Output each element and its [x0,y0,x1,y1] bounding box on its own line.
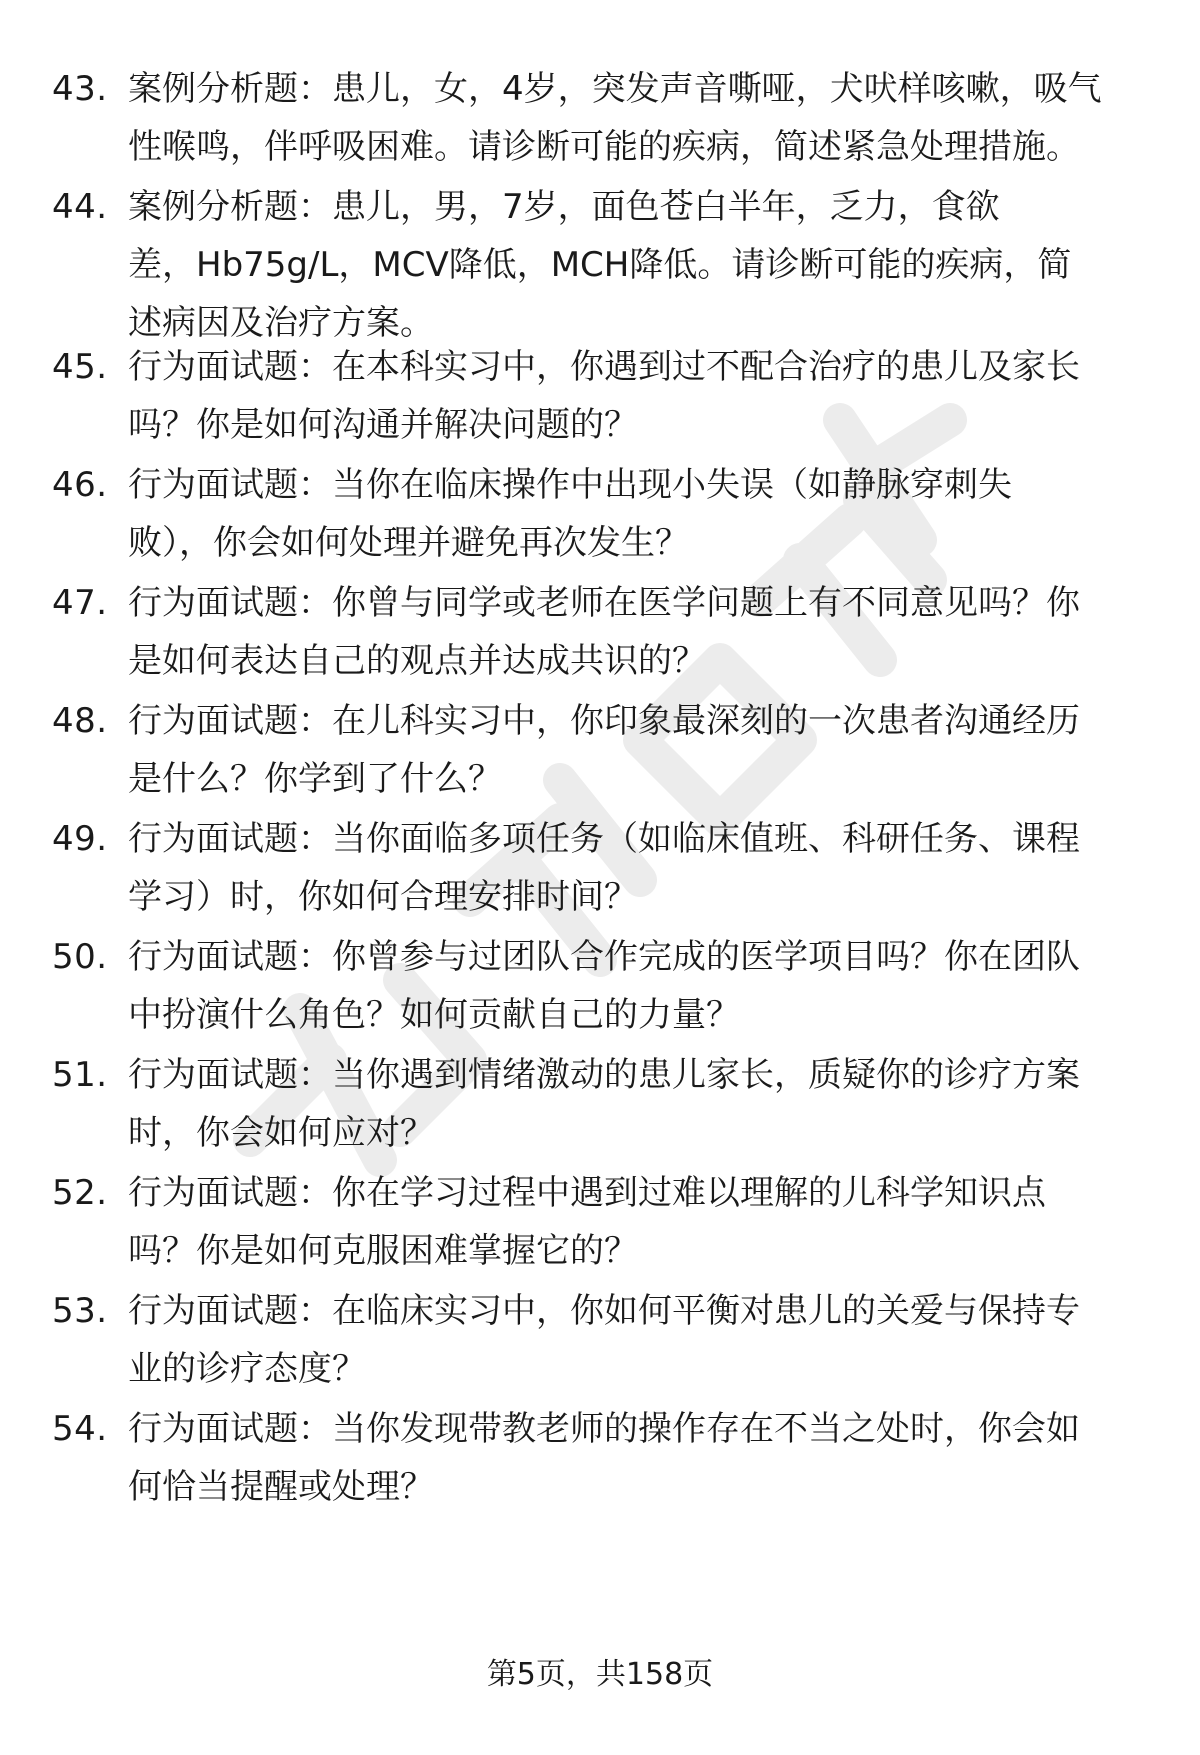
question-number: 54. [52,1409,108,1449]
question-number: 46. [52,465,108,505]
question-text [128,692,1200,808]
question-number: 50. [52,937,108,977]
question-text [128,810,1200,926]
question-line: 行为面试题：你曾与同学或老师在医学问题上有不同意见吗？你 [128,583,1080,623]
question-line: 性喉鸣，伴呼吸困难。请诊断可能的疾病，简述紧急处理措施。 [128,127,1080,167]
question-line: 行为面试题：在本科实习中，你遇到过不配合治疗的患儿及家长 [128,347,1080,387]
question-line: 行为面试题：你曾参与过团队合作完成的医学项目吗？你在团队 [128,937,1080,977]
question-number: 52. [52,1173,108,1213]
question-line: 是如何表达自己的观点并达成共识的？ [128,641,706,681]
question-line: 是什么？你学到了什么？ [128,759,502,799]
question-line: 案例分析题：患儿，男，7岁，面色苍白半年，乏力，食欲 [128,187,1000,227]
page-footer: 第5页，共158页 [486,1657,714,1692]
question-line: 行为面试题：你在学习过程中遇到过难以理解的儿科学知识点 [128,1173,1046,1213]
question-text [128,1282,1200,1398]
question-line: 败），你会如何处理并避免再次发生？ [128,523,689,563]
question-text [128,338,1200,454]
question-text [128,574,1200,690]
question-text [128,1400,1200,1516]
question-number: 47. [52,583,108,623]
question-line: 中扮演什么角色？如何贡献自己的力量？ [128,995,740,1035]
question-line: 行为面试题：在儿科实习中，你印象最深刻的一次患者沟通经历 [128,701,1080,741]
question-line: 差，Hb75g/L，MCV降低，MCH降低。请诊断可能的疾病，简 [128,245,1072,285]
question-number: 49. [52,819,108,859]
question-line: 何恰当提醒或处理？ [128,1467,434,1507]
question-text [128,1164,1200,1280]
question-number: 45. [52,347,108,387]
question-line: 行为面试题：当你遇到情绪激动的患儿家长，质疑你的诊疗方案 [128,1055,1080,1095]
question-line: 行为面试题：在临床实习中，你如何平衡对患儿的关爱与保持专 [128,1291,1080,1331]
question-line: 吗？你是如何沟通并解决问题的？ [128,405,638,445]
question-number: 51. [52,1055,108,1095]
question-line: 业的诊疗态度？ [128,1349,366,1389]
question-line: 吗？你是如何克服困难掌握它的？ [128,1231,638,1271]
question-number: 44. [52,187,108,227]
question-line: 述病因及治疗方案。 [128,303,434,343]
question-line: 行为面试题：当你发现带教老师的操作存在不当之处时，你会如 [128,1409,1080,1449]
question-text [128,928,1200,1044]
question-text [128,178,1200,352]
question-number: 43. [52,69,108,109]
question-line: 时，你会如何应对？ [128,1113,434,1153]
question-line: 案例分析题：患儿，女，4岁，突发声音嘶哑，犬吠样咳嗽，吸气 [128,69,1102,109]
question-text [128,60,1200,176]
question-line: 学习）时，你如何合理安排时间？ [128,877,638,917]
question-text [128,456,1200,572]
question-text [128,1046,1200,1162]
question-line: 行为面试题：当你面临多项任务（如临床值班、科研任务、课程 [128,819,1080,859]
question-number: 48. [52,701,108,741]
question-number: 53. [52,1291,108,1331]
question-line: 行为面试题：当你在临床操作中出现小失误（如静脉穿刺失 [128,465,1012,505]
